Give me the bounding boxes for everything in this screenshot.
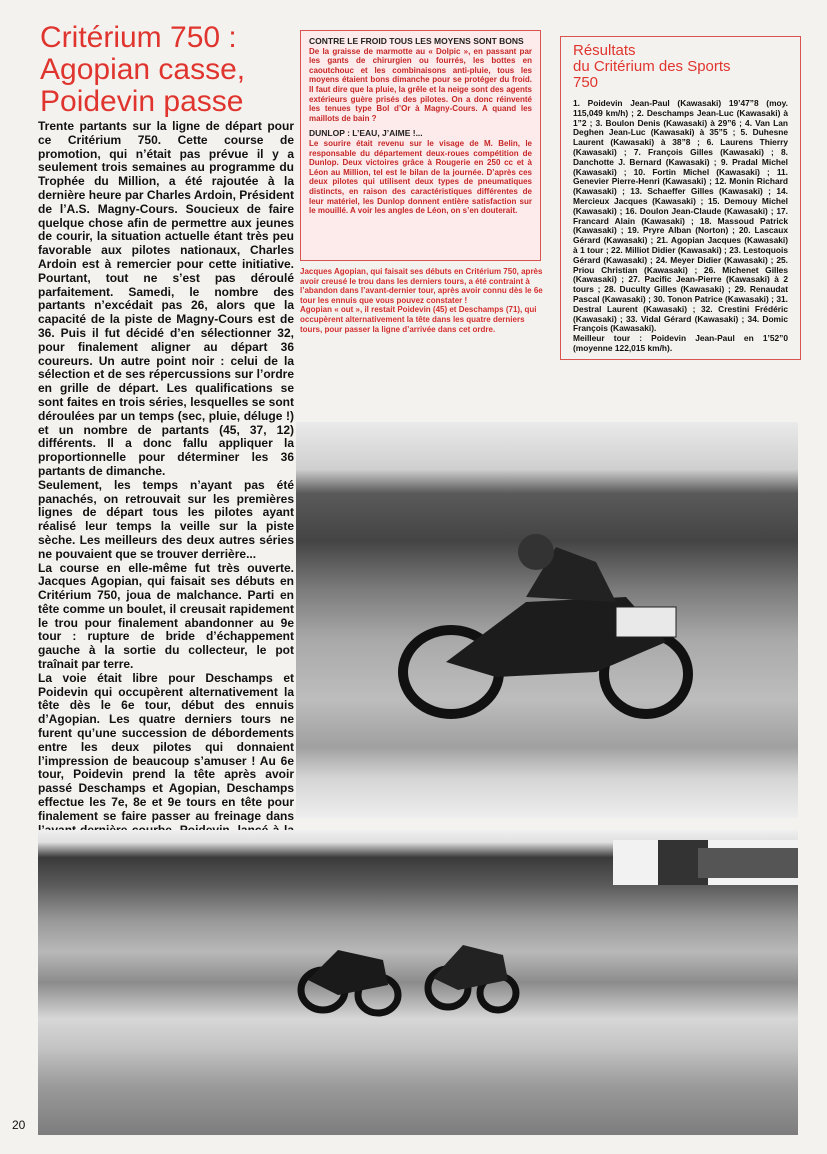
article-body bbox=[38, 120, 294, 934]
riders-illustration bbox=[38, 830, 798, 1135]
headline-line-3: Poidevin passe bbox=[40, 85, 244, 118]
sidebar-title-2: DUNLOP : L’EAU, J’AIME !... bbox=[309, 128, 423, 139]
results-title-1: Résultats bbox=[573, 42, 636, 59]
caption-2: Agopian « out », il restait Poidevin (45) et Deschamps (71), qui occupèrent alternativement la tête dans les quatre derniers tours, pour passer la ligne d’arrivée dans cet ordre. bbox=[300, 305, 537, 334]
paragraph-4: La voie était libre pour Deschamps et Poidevin qui occupèrent alternativement la tête dès le 6e tour, début des ennuis d’Agopian. Les quatre derniers tours ne furent qu’une succession de débordements entre les deux pilotes qui donnaient l’impression de beaucoup s’amuser ! Au 6e tour, Poidevin prend la tête après avoir passé Deschamps et Agopian, Deschamps effectue les 7e, 8e et 9e tours en tête pour finalement se faire passer au freinage dans bbox=[38, 670, 294, 823]
caption-1: Jacques Agopian, qui faisait ses débuts en Critérium 750, après avoir creusé le trou dans les derniers tours, a été contraint à l’abandon dans l’avant-dernier tour, après avoir connu dès le 6e tour les ennuis que vous pouvez constater ! bbox=[300, 267, 543, 305]
results-title bbox=[573, 43, 788, 91]
sidebar-text-1: De la graisse de marmotte au « Dolpic », en passant par les gants de chirurgien ou fourrés, les bottes en caoutchouc et les combinaisons anti-pluie, tous les moyens étaient bons dimanche pour se protéger du froid. Il faut dire que la pluie, la grêle et la neige sont des agents extérieurs guère prisés des pilotes. On a donc réinventé les tenues type Bol d’Or à Magny-Cours. A quand les maillots de bain ? bbox=[309, 46, 532, 123]
photo-motorcycle-rider bbox=[296, 422, 798, 818]
paragraph-1: Trente partants sur la ligne de départ pour ce Critérium 750. Cette course de promotion, qui n’était pas prévue il y a seulement trois semaines au programme du Trophée du Million, a été rajoutée à la dernière heure par Charles Ardoin, Président de l’A.S. Magny-Cours. Soucieux de faire quelque chose afin de permettre aux jeunes de courir, la situation actuelle étant très peu favorable aux pilotes nationaux, Charles Ardoin est à remercier pour cette initiative. Pourtant, tout ne s’est pas déroulé parfaitement. Samedi, le nombre des partants n’excédait pas 26, alors que la capacité de la piste de Magny-Cours est de 36. Puis il fut décidé d’en sélectionner 32, pour finalement aligner au départ 36 coureurs. Un autre point noir : celui de la sélection et de ses répercussions sur l’ordre en grille de départ. Les qualifications se sont faites en trois séries, lesquelles se sont déroulées par un temps (sec, pluie, déluge !) et un nombre de partants (45, 37, 12) différents. Il a donc fallu appliquer la proportionnelle pour déterminer les 36 partants de dimanche. bbox=[38, 119, 294, 478]
paragraph-3: La course en elle-même fut très ouverte. Jacques Agopian, qui faisait ses débuts en Critérium 750, joua de malchance. Parti en tête comme un boulet, il creusait rapidement le trou pour finalement abandonner au 9e tour : rupture de bride d’échappement gauche à la sortie du collecteur, le pot traînait par terre. bbox=[38, 560, 294, 672]
sidebar-title-1: CONTRE LE FROID TOUS LES MOYENS SONT BONS bbox=[309, 36, 524, 46]
sidebar-box bbox=[300, 30, 541, 261]
headline-line-1: Critérium 750 : bbox=[40, 21, 237, 54]
results-title-2: du Critérium des Sports bbox=[573, 58, 731, 75]
photo-two-riders bbox=[38, 830, 798, 1135]
best-lap: Meilleur tour : Poidevin Jean-Paul en 1’52”0 (moyenne 122,015 km/h). bbox=[573, 333, 788, 353]
results-list: 1. Poidevin Jean-Paul (Kawasaki) 19’47”8 (moy. 115,049 km/h) ; 2. Deschamps Jean-Luc (Kawasaki) à 1”2 ; 3. Boulon Denis (Kawasaki) à 29”6 ; 4. Van Lan Deghen Jean-Luc (Kawasaki) à 35”5 ; 5. Duhesne Laurent (Kawasaki) à 38”8 ; 6. Laurens Thierry (Kawasaki) ; 7. François Gilles (Kawasaki) ; 8. Danchotte J. Bernard (Kawasaki) ; 9. Pradal Michel (Kawasaki) ; 10. Fortin Michel (Kawasaki) ; 11. Genevier Pierre-Henri (Kawasaki) ; 12. Monin Richard (Kawasaki) ; 13. Schaeffer Gilles (Kawasaki) ; 14. Mercieux Jacques (Kawasaki) ; 15. Demouy Michel (Kawasaki) ; 16. Doulon Jean-Claude (Kawasaki) ; 17. Francard Alain (Kawasaki) ; 18. Massoud Patrick (Kawasaki) ; 19. Pryre Alban (Norton) ; 20. Lascaux Gérard (Kawasaki) ; 21. Agopian Jacques (Kawasaki) à 1 tour ; 22. Milliot Didier (Kawasaki) ; 23. Lestoquois Gérard (Kawasaki) ; 24. Meyer Didier (Kawasaki) ; 25. Priou Christian (Kawasaki) ; 26. Michenet Gilles (Kawasaki) ; 27. Pacific Jean-Pierre (Kawasaki) à 2 tours ; 28. Duculty Gilles (Kawasaki) ; 29. Renaudat Pascal (Kawasaki) ; 30. Tonon Patrice (Kawasaki) ; 31. Destral Laurent (Kawasaki) ; 32. Crestini Frédéric (Kawasaki) ; 33. Vidal Gérard (Kawasaki) ; 34. Domic François (Kawasaki). bbox=[573, 98, 788, 334]
headline-line-2: Agopian casse, bbox=[40, 53, 246, 86]
results-box bbox=[560, 36, 801, 360]
motorcycle-illustration bbox=[296, 422, 798, 818]
photo-caption bbox=[300, 267, 545, 334]
paragraph-2: Seulement, les temps n’ayant pas été panachés, on retrouvait sur les premières lignes de départ tous les pilotes ayant réalisé leur temps la veille sur la piste sèche. Les meilleurs des deux autres séries ne pouvaient que se trouver derrière... bbox=[38, 477, 294, 561]
results-title-3: 750 bbox=[573, 74, 599, 91]
page-number: 20 bbox=[12, 1118, 26, 1132]
headline bbox=[40, 22, 295, 118]
sidebar-text-2: Le sourire était revenu sur le visage de M. Belin, le responsable du département deux-roues compétition de Dunlop. Deux victoires grâce à Rougerie en 250 cc et à Léon au Million, tel est le bilan de la journée. D’après ces deux pilotes qui utilisent deux types de pneumatiques distincts, en raison des caractéristiques différentes de leur matériel, les Dunlop donnent entière satisfaction sur le mouillé. A voir les angles de Léon, on s’en douterait. bbox=[309, 138, 532, 216]
